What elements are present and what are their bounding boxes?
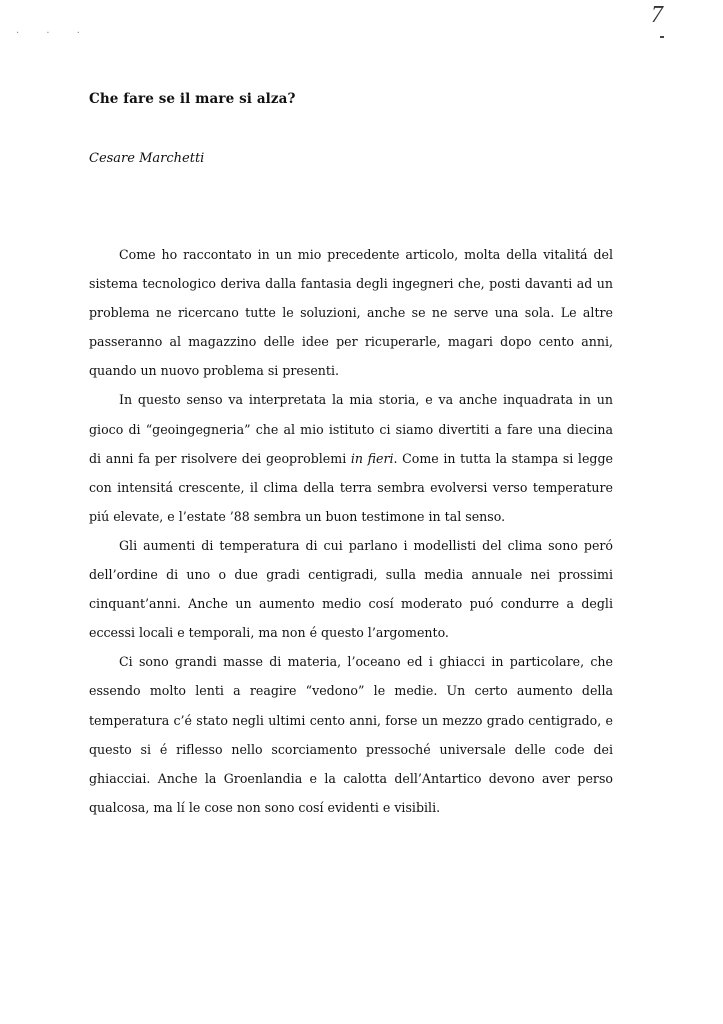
paragraph-2 — [89, 385, 613, 530]
page-mark — [660, 36, 664, 38]
article-body — [89, 240, 613, 822]
paragraph-2-text-after: . Come in tutta la stampa si legge con intensitá crescente, il clima della terra sembra evolversi verso temperature piú elevate, e l’estate ’88 sembra un buon testimone in tal senso. — [89, 450, 613, 524]
paragraph-2-text-before: In questo senso va interpretata la mia storia, e va anche inquadrata in un gioco di “geoingegneria” che al mio istituto ci siamo divertiti a fare una diecina di anni fa per risolvere dei geoproblemi — [89, 392, 613, 466]
scan-specks: · · · — [16, 28, 92, 39]
paragraph-3: Gli aumenti di temperatura di cui parlano i modellisti del clima sono peró dell’ordine di uno o due gradi centigradi, sulla media annuale nei prossimi cinquant’anni. Anche un aumento medio cosí moderato puó condurre a degli eccessi locali e temporali, ma non é questo l’argomento. — [89, 537, 613, 641]
paragraph-1: Come ho raccontato in un mio precedente articolo, molta della vitalitá del sistema tecnologico deriva dalla fantasia degli ingegneri che, posti davanti ad un problema ne ricercano tutte le soluzioni, anche se ne serve una sola. Le altre passeranno al magazzino delle idee per ricuperarle, magari dopo cento anni, quando un nuovo problema si presenti. — [89, 247, 613, 379]
page-number: 7 — [651, 2, 663, 28]
paragraph-4: Ci sono grandi masse di materia, l’oceano ed i ghiacci in particolare, che essendo molto lenti a reagire “vedono” le medie. Un certo aumento della temperatura c’é stato negli ultimi cento anni, forse un mezzo grado centigrado, e questo si é riflesso nello scorciamento pressoché universale delle code dei ghiacciai. Anche la Groenlandia e la calotta dell’Antartico devono aver perso qualcosa, ma lí le cose non sono cosí evidenti e visibili. — [89, 654, 613, 815]
paragraph-2-emphasis: in fieri — [350, 450, 394, 466]
article-author: Cesare Marchetti — [89, 151, 205, 166]
article-title: Che fare se il mare si alza? — [89, 91, 296, 107]
